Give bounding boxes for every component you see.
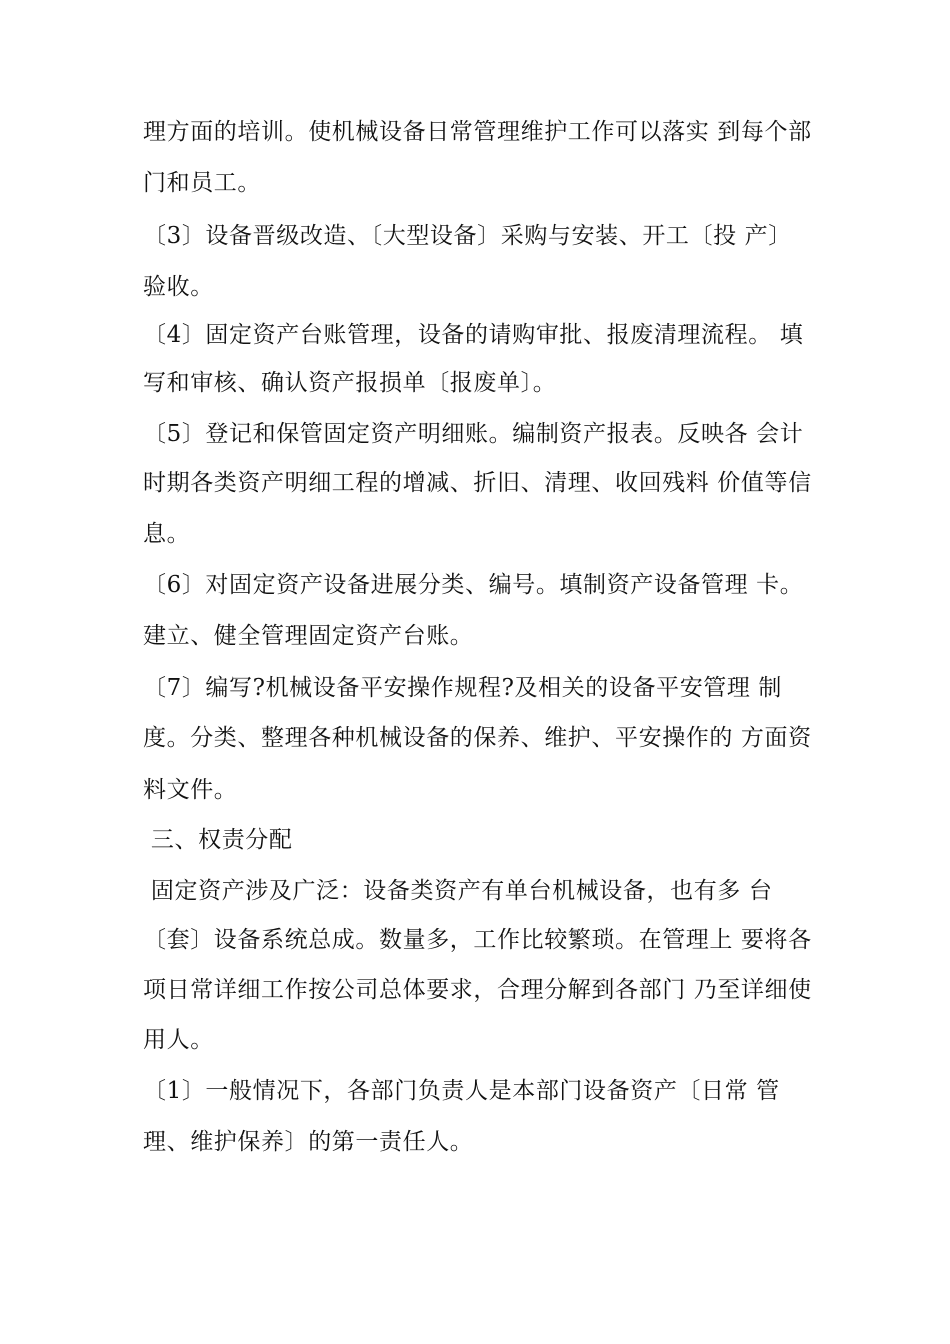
text-line: 〔5〕登记和保管固定资产明细账。编制资产报表。反映各 会计 [143,421,804,447]
text-line: 写和审核、确认资产报损单〔报废单〕。 [143,370,557,396]
text-line: 〔1〕一般情况下，各部门负责人是本部门设备资产〔日常 管 [143,1078,780,1104]
text-line: 固定资产涉及广泛：设备类资产有单台机械设备，也有多 台 [143,878,773,904]
text-line: 门和员工。 [143,170,261,196]
text-line: 验收。 [143,274,214,300]
text-line: 用人。 [143,1027,214,1053]
text-line: 时期各类资产明细工程的增减、折旧、清理、收回残料 价值等信 [143,470,812,496]
text-line: 项日常详细工作按公司总体要求，合理分解到各部门 乃至详细使 [143,977,812,1003]
text-line: 〔7〕编写?机械设备平安操作规程?及相关的设备平安管理 制 [143,675,783,701]
text-line: 息。 [143,521,191,547]
text-line: 〔4〕固定资产台账管理，设备的请购审批、报废清理流程。 填 [143,322,804,348]
text-line: 〔3〕设备晋级改造、〔大型设备〕采购与安装、开工〔投 产〕 [143,223,792,249]
section-heading: 三、权责分配 [143,827,293,853]
text-line: 〔6〕对固定资产设备进展分类、编号。填制资产设备管理 卡。 [143,572,804,598]
text-line: 建立、健全管理固定资产台账。 [143,623,474,649]
text-line: 度。分类、整理各种机械设备的保养、维护、平安操作的 方面资 [143,725,812,751]
text-line: 〔套〕设备系统总成。数量多，工作比较繁琐。在管理上 要将各 [143,927,812,953]
text-line: 理方面的培训。使机械设备日常管理维护工作可以落实 到每个部 [143,119,812,145]
text-line: 理、维护保养〕的第一责任人。 [143,1129,474,1155]
text-line: 料文件。 [143,777,238,803]
